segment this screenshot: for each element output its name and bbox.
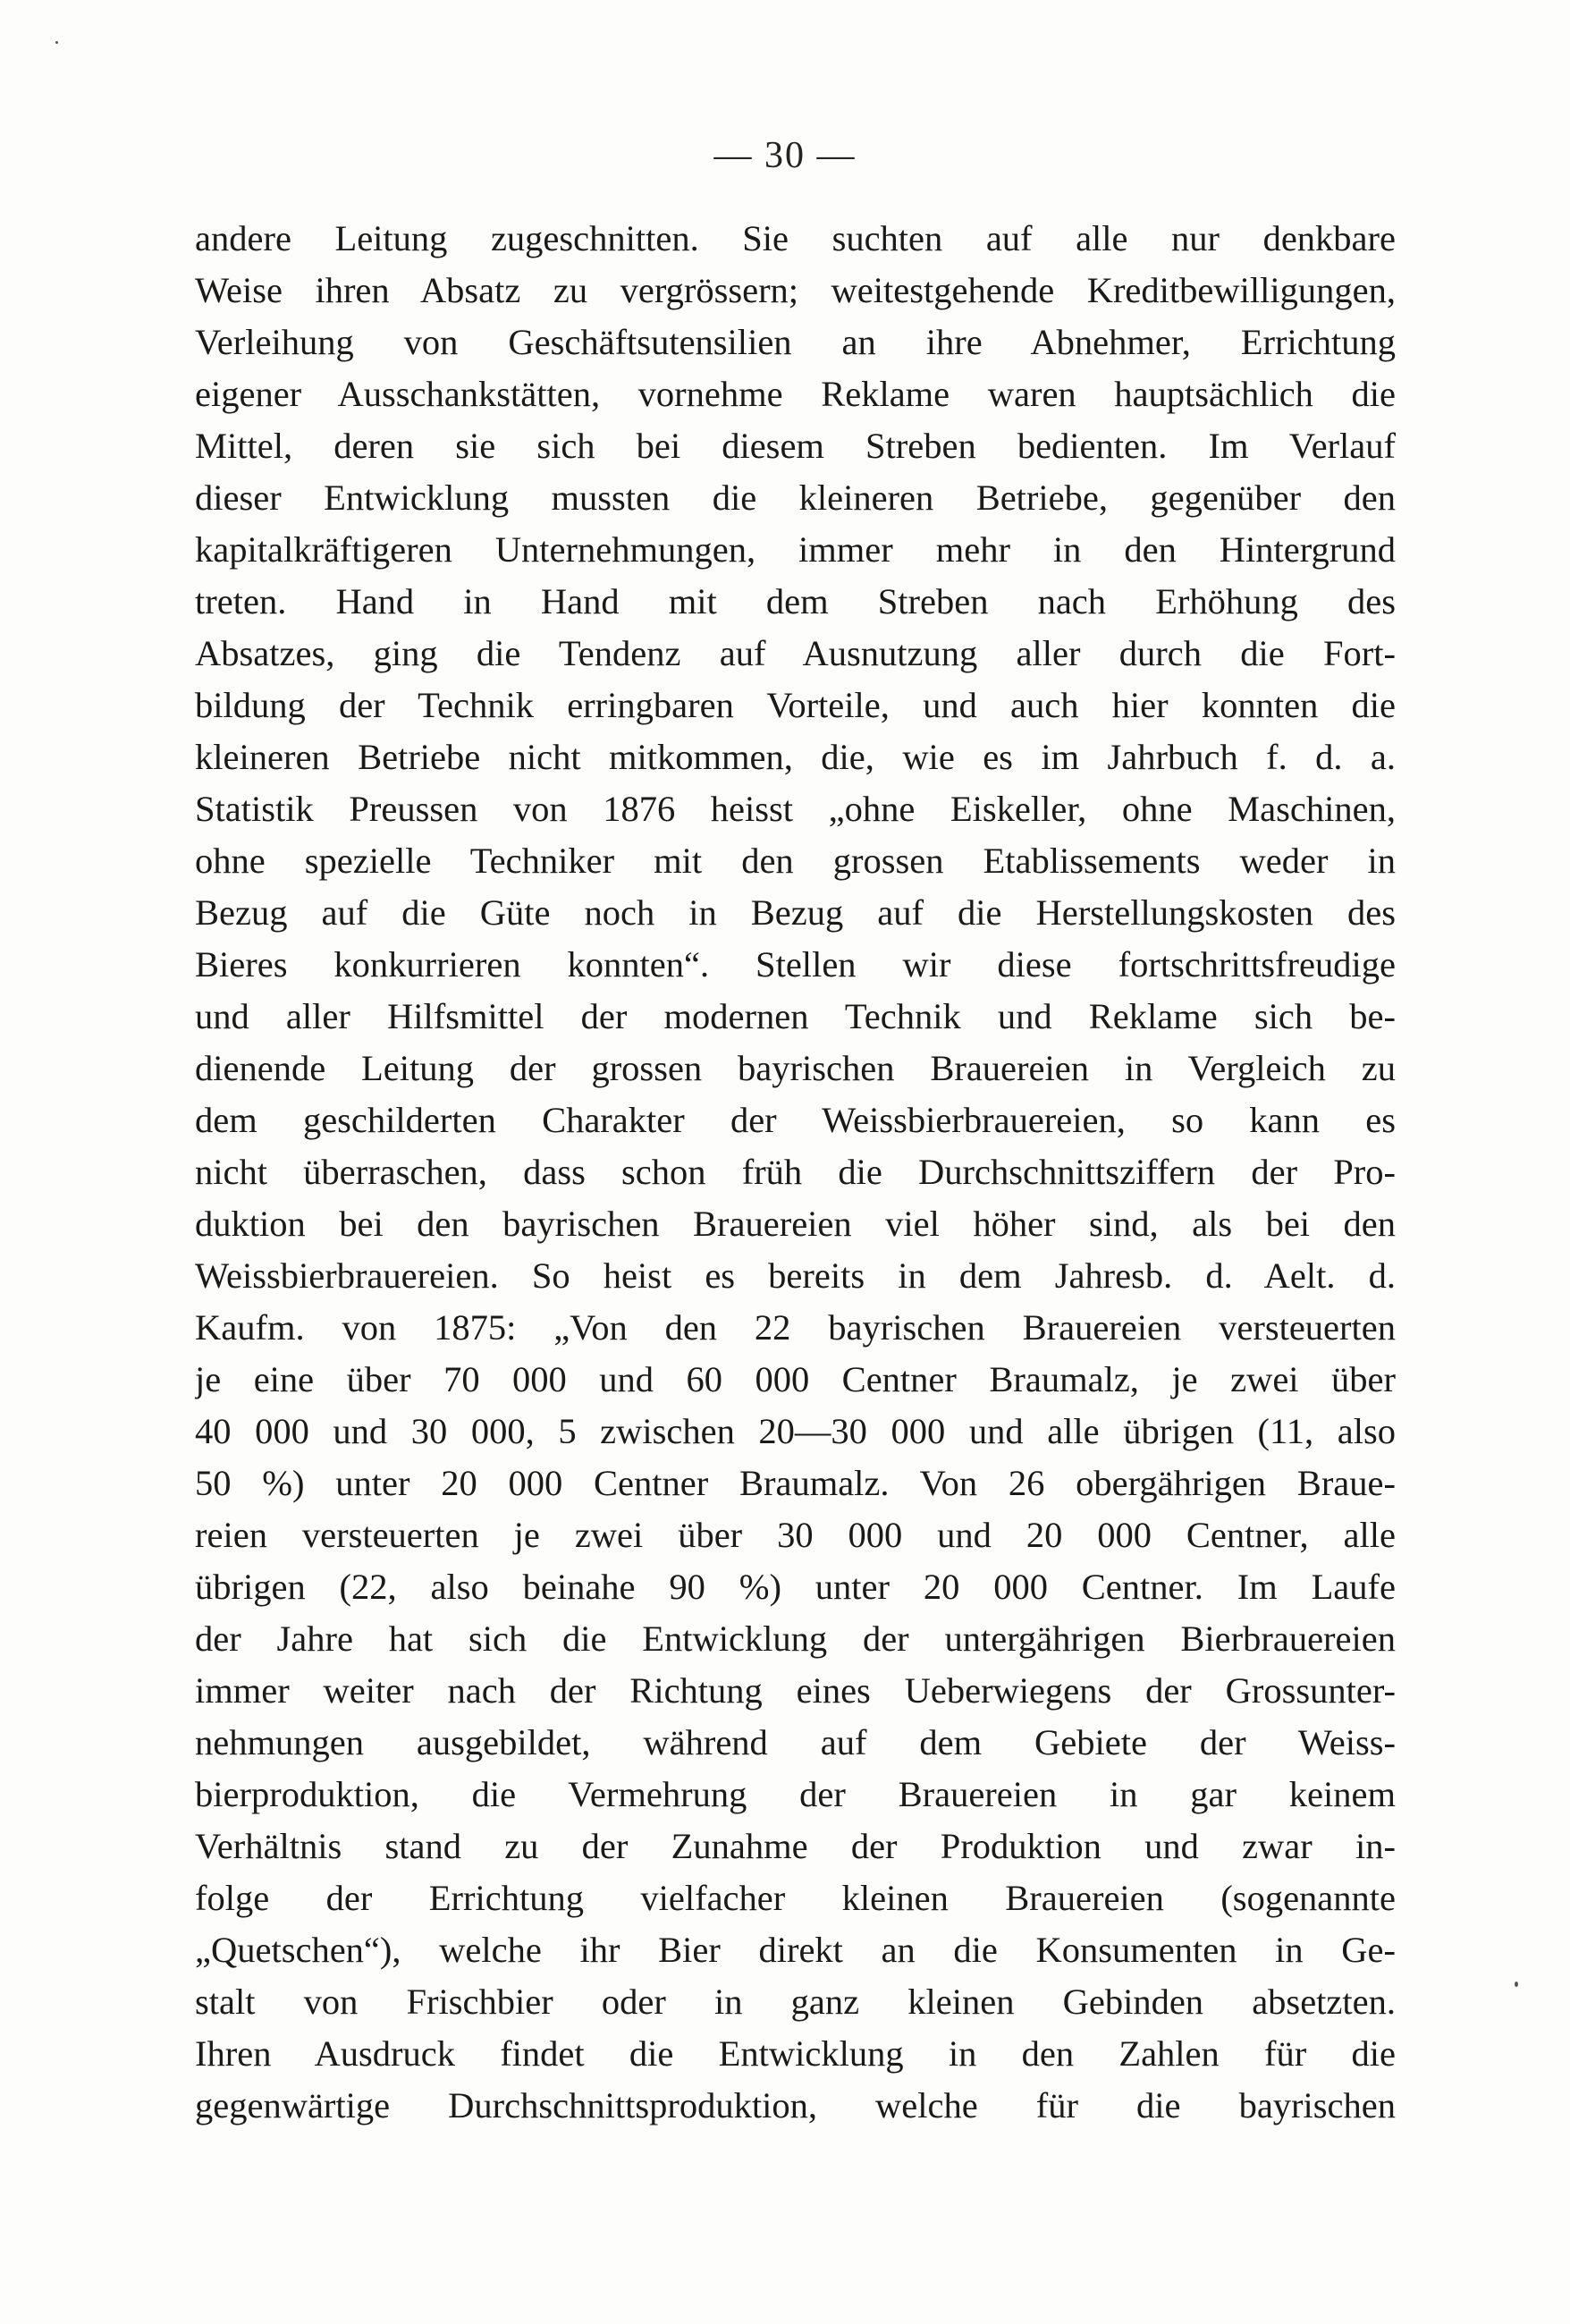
text-line: bierproduktion, die Vermehrung der Brauereien in gar keinem: [195, 1774, 1396, 1814]
text-line: stalt von Frischbier oder in ganz kleinen Gebinden absetzten.: [195, 1982, 1396, 2022]
text-line: dieser Entwicklung mussten die kleineren Betriebe, gegenüber den: [195, 477, 1396, 518]
text-line: der Jahre hat sich die Entwicklung der untergährigen Bierbrauereien: [195, 1618, 1396, 1659]
text-line: Ihren Ausdruck findet die Entwicklung in den Zahlen für die: [195, 2033, 1396, 2074]
body-text: [195, 213, 1396, 2132]
text-line: nicht überraschen, dass schon früh die Durchschnittsziffern der Pro-: [195, 1152, 1396, 1192]
text-line: kapitalkräftigeren Unternehmungen, immer mehr in den Hintergrund: [195, 529, 1396, 570]
text-line: Statistik Preussen von 1876 heisst „ohne Eiskeller, ohne Maschinen,: [195, 789, 1396, 829]
text-line: Mittel, deren sie sich bei diesem Streben bedienten. Im Verlauf: [195, 426, 1396, 466]
text-line: reien versteuerten je zwei über 30 000 und 20 000 Centner, alle: [195, 1515, 1396, 1555]
text-line: bildung der Technik erringbaren Vorteile, und auch hier konnten die: [195, 685, 1396, 725]
text-line: nehmungen ausgebildet, während auf dem Gebiete der Weiss-: [195, 1722, 1396, 1762]
text-line: und aller Hilfsmittel der modernen Technik und Reklame sich be-: [195, 996, 1396, 1036]
scan-speck: [1515, 1982, 1518, 1987]
text-line: ohne spezielle Techniker mit den grossen Etablissements weder in: [195, 841, 1396, 881]
text-line: andere Leitung zugeschnitten. Sie suchten auf alle nur denkbare: [195, 218, 1396, 258]
text-line: 40 000 und 30 000, 5 zwischen 20—30 000 und alle übrigen (11, also: [195, 1411, 1396, 1451]
text-line: gegenwärtige Durchschnittsproduktion, welche für die bayrischen: [195, 2085, 1396, 2125]
page-number: — 30 —: [713, 135, 857, 176]
text-line: Verhältnis stand zu der Zunahme der Produktion und zwar in-: [195, 1826, 1396, 1866]
text-line: Absatzes, ging die Tendenz auf Ausnutzung aller durch die Fort-: [195, 633, 1396, 673]
text-line: Weissbierbrauereien. So heist es bereits in dem Jahresb. d. Aelt. d.: [195, 1255, 1396, 1296]
text-line: folge der Errichtung vielfacher kleinen Brauereien (sogenannte: [195, 1878, 1396, 1918]
text-line: dem geschilderten Charakter der Weissbierbrauereien, so kann es: [195, 1100, 1396, 1140]
text-line: Kaufm. von 1875: „Von den 22 bayrischen Brauereien versteuerten: [195, 1307, 1396, 1348]
scan-speck: [55, 41, 58, 44]
text-line: 50 %) unter 20 000 Centner Braumalz. Von 26 obergährigen Braue-: [195, 1463, 1396, 1503]
text-line: kleineren Betriebe nicht mitkommen, die, wie es im Jahrbuch f. d. a.: [195, 737, 1396, 777]
text-line: treten. Hand in Hand mit dem Streben nach Erhöhung des: [195, 581, 1396, 621]
text-line: duktion bei den bayrischen Brauereien viel höher sind, als bei den: [195, 1204, 1396, 1244]
text-line: Verleihung von Geschäftsutensilien an ihre Abnehmer, Errichtung: [195, 322, 1396, 362]
text-line: „Quetschen“), welche ihr Bier direkt an die Konsumenten in Ge-: [195, 1930, 1396, 1970]
text-line: dienende Leitung der grossen bayrischen Brauereien in Vergleich zu: [195, 1048, 1396, 1088]
text-line: je eine über 70 000 und 60 000 Centner Braumalz, je zwei über: [195, 1359, 1396, 1399]
text-line: Bieres konkurrieren konnten“. Stellen wir diese fortschrittsfreudige: [195, 944, 1396, 985]
text-line: eigener Ausschankstätten, vornehme Reklame waren hauptsächlich die: [195, 374, 1396, 414]
text-line: immer weiter nach der Richtung eines Ueberwiegens der Grossunter-: [195, 1670, 1396, 1711]
text-line: Bezug auf die Güte noch in Bezug auf die Herstellungskosten des: [195, 892, 1396, 933]
text-line: übrigen (22, also beinahe 90 %) unter 20 000 Centner. Im Laufe: [195, 1567, 1396, 1607]
text-line: Weise ihren Absatz zu vergrössern; weitestgehende Kreditbewilligungen,: [195, 270, 1396, 310]
